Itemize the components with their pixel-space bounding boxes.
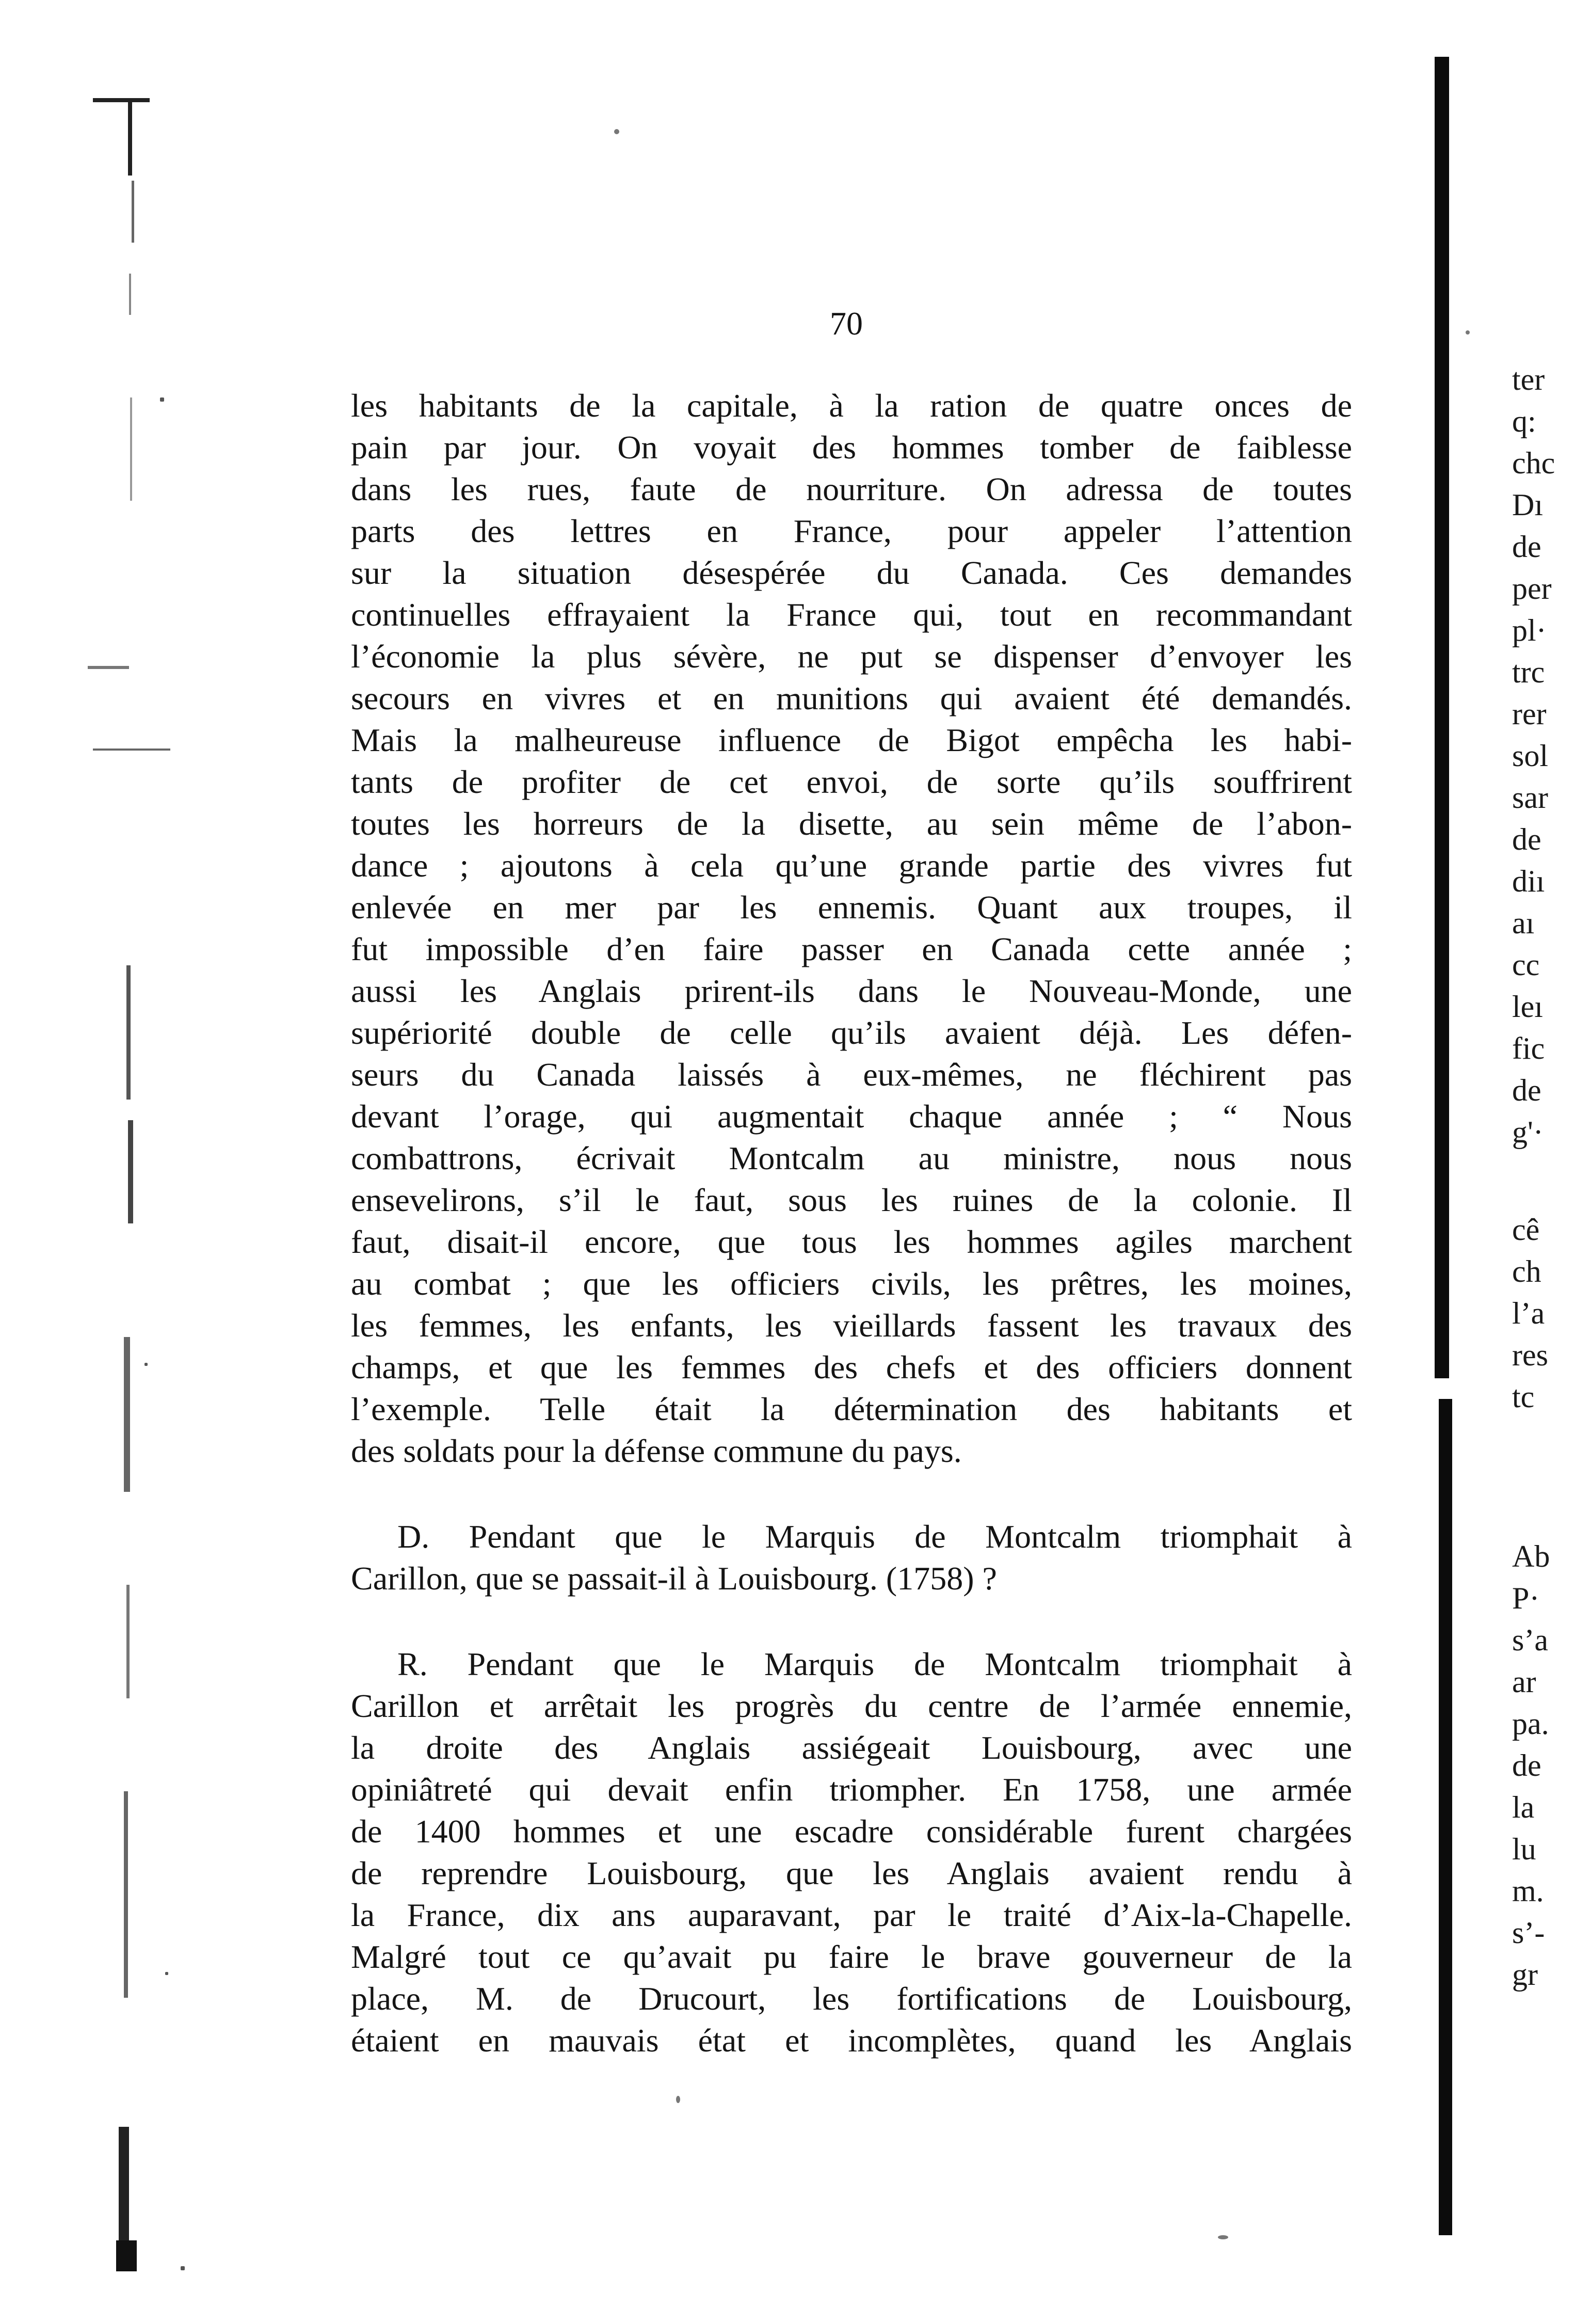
neighbour-fragment: fic [1512,1031,1545,1065]
question-line: D. Pendant que le Marquis de Montcalm triomphait à [397,1518,1352,1555]
neighbour-fragment: cê [1512,1213,1540,1247]
neighbour-fragment: lu [1512,1832,1536,1866]
question-line: Carillon, que se passait-il à Louisbourg. (1758) ? [351,1560,997,1597]
text-line: tants de profiter de cet envoi, de sorte qu’ils souffrirent [351,763,1352,800]
neighbour-fragment: leı [1512,990,1543,1024]
neighbour-fragment: de [1512,822,1541,856]
text-line: fut impossible d’en faire passer en Canada cette année ; [351,931,1352,967]
text-line: secours en vivres et en munitions qui avaient été demandés. [351,680,1352,717]
neighbour-fragment: s’a [1512,1623,1548,1657]
text-line: Mais la malheureuse influence de Bigot empêcha les habi- [351,722,1352,758]
text-line: aussi les Anglais prirent-ils dans le Nouveau-Monde, une [351,973,1352,1009]
neighbour-fragment: P· [1512,1581,1540,1615]
answer-line: de 1400 hommes et une escadre considérable furent chargées [351,1813,1352,1850]
neighbour-fragment: m. [1512,1874,1544,1908]
text-line: combattrons, écrivait Montcalm au ministre, nous nous [351,1140,1352,1176]
neighbour-fragment: la [1512,1790,1535,1824]
text-line: sur la situation désespérée du Canada. Ces demandes [351,554,1352,591]
neighbour-fragment: s’- [1512,1916,1545,1950]
answer-line: Malgré tout ce qu’avait pu faire le brave gouverneur de la [351,1938,1352,1975]
neighbour-fragment: Dı [1512,488,1543,522]
neighbour-fragment: sar [1512,781,1548,815]
narrative-paragraph [351,385,1352,1472]
text-line: champs, et que les femmes des chefs et des officiers donnent [351,1349,1352,1386]
text-line: l’exemple. Telle était la détermination des habitants et [351,1391,1352,1427]
neighbour-fragment: q: [1512,404,1536,438]
text-line: seurs du Canada laissés à eux-mêmes, ne fléchirent pas [351,1056,1352,1093]
neighbour-fragment: ar [1512,1665,1536,1699]
neighbour-page-edge-bar-bottom [1439,1399,1452,2235]
answer-line: Carillon et arrêtait les progrès du centre de l’armée ennemie, [351,1688,1352,1724]
text-line: continuelles effrayaient la France qui, tout en recommandant [351,596,1352,633]
text-line: l’économie la plus sévère, ne put se dispenser d’envoyer les [351,638,1352,675]
neighbour-fragment: sol [1512,739,1549,773]
answer-line: la France, dix ans auparavant, par le traité d’Aix-la-Chapelle. [351,1897,1352,1933]
neighbour-fragment: chc [1512,446,1555,480]
scan-speck [676,2096,680,2103]
scan-speck [1466,330,1470,335]
neighbour-page-fragments [1512,359,1575,1996]
text-line: faut, disait-il encore, que tous les hommes agiles marchent [351,1223,1352,1260]
answer-line: de reprendre Louisbourg, que les Anglais avaient rendu à [351,1855,1352,1891]
question-paragraph-cont [351,1557,1352,1599]
neighbour-fragment: de [1512,1748,1541,1782]
text-line: supériorité double de celle qu’ils avaient déjà. Les défen- [351,1014,1352,1051]
question-paragraph [351,1516,1352,1557]
neighbour-fragment: cc [1512,948,1540,982]
answer-line: étaient en mauvais état et incomplètes, quand les Anglais [351,2022,1352,2059]
neighbour-fragment: g'· [1512,1115,1544,1149]
neighbour-fragment: pa. [1512,1707,1549,1741]
neighbour-fragment: aı [1512,906,1535,940]
answer-line: R. Pendant que le Marquis de Montcalm triomphait à [397,1646,1352,1682]
neighbour-fragment: de [1512,530,1541,564]
neighbour-fragment: gr [1512,1957,1538,1992]
neighbour-fragment: Ab [1512,1539,1550,1573]
text-line: les habitants de la capitale, à la ration de quatre onces de [351,387,1352,424]
neighbour-page-edge-bar-top [1435,57,1449,1378]
text-line: pain par jour. On voyait des hommes tomber de faiblesse [351,429,1352,466]
scan-speck [614,129,619,134]
neighbour-fragment: rer [1512,697,1547,731]
binding-edge-noise [67,88,175,2297]
text-line: au combat ; que les officiers civils, les prêtres, les moines, [351,1265,1352,1302]
text-line: parts des lettres en France, pour appeler l’attention [351,513,1352,549]
answer-line: la droite des Anglais assiégeait Louisbourg, avec une [351,1729,1352,1766]
text-line: ensevelirons, s’il le faut, sous les ruines de la colonie. Il [351,1182,1352,1218]
page-body [351,385,1352,2061]
neighbour-fragment: per [1512,571,1552,606]
neighbour-fragment: res [1512,1338,1548,1372]
text-line: des soldats pour la défense commune du pays. [351,1432,962,1469]
answer-paragraph [351,1643,1352,2061]
text-line: dance ; ajoutons à cela qu’une grande partie des vivres fut [351,847,1352,884]
page-number: 70 [830,305,863,342]
scan-speck [1218,2235,1228,2239]
text-line: dans les rues, faute de nourriture. On adressa de toutes [351,471,1352,507]
neighbour-fragment: tc [1512,1380,1535,1414]
text-line: enlevée en mer par les ennemis. Quant aux troupes, il [351,889,1352,926]
answer-line: place, M. de Drucourt, les fortifications de Louisbourg, [351,1980,1352,2017]
neighbour-fragment: de [1512,1073,1541,1107]
neighbour-fragment: trc [1512,655,1545,689]
neighbour-fragment: diı [1512,864,1545,898]
neighbour-fragment: l’a [1512,1296,1545,1330]
neighbour-fragment: ter [1512,362,1545,396]
neighbour-fragment: ch [1512,1254,1541,1288]
text-line: toutes les horreurs de la disette, au sein même de l’abon- [351,805,1352,842]
text-line: les femmes, les enfants, les vieillards fassent les travaux des [351,1307,1352,1344]
answer-line: opiniâtreté qui devait enfin triompher. En 1758, une armée [351,1771,1352,1808]
neighbour-fragment: pl· [1512,613,1547,647]
text-line: devant l’orage, qui augmentait chaque année ; “ Nous [351,1098,1352,1135]
